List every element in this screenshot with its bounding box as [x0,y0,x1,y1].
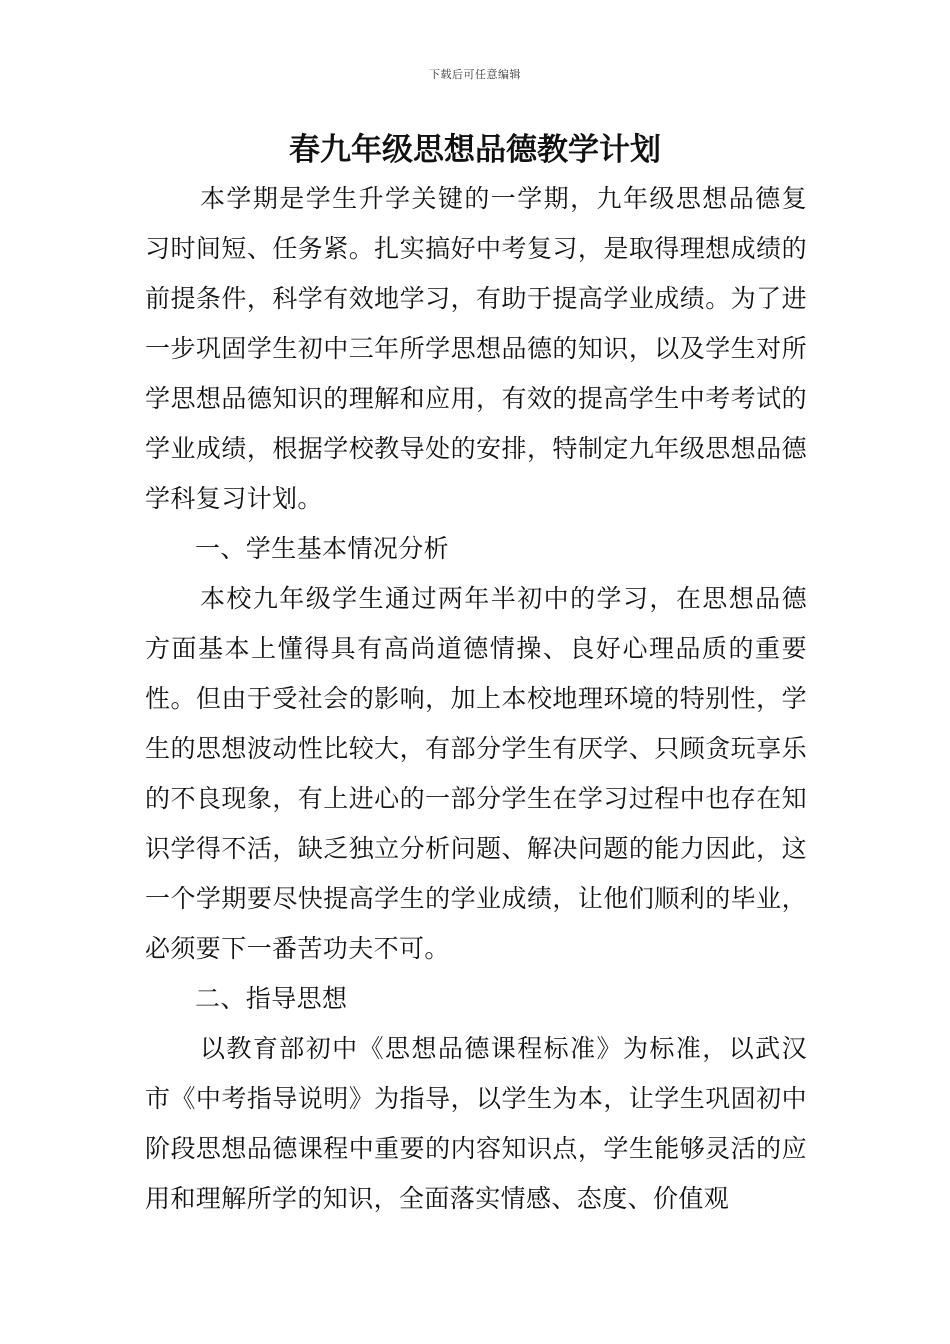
header-note: 下载后可任意编辑 [429,68,521,81]
guiding-ideology-paragraph: 以教育部初中《思想品德课程标准》为标准，以武汉市《中考指导说明》为指导，以学生为本，让学生巩固初中阶段思想品德课程中重要的内容知识点，学生能够灵活的应用和理解所学的知识，全面落实情感、态度、价值观 [145,1034,807,1213]
intro-paragraph: 本学期是学生升学关键的一学期，九年级思想品德复习时间短、任务紧。扎实搞好中考复习，是取得理想成绩的前提条件，科学有效地学习，有助于提高学业成绩。为了进一步巩固学生初中三年所学思想品德的知识，以及学生对所学思想品德知识的理解和应用，有效的提高学生中考考试的学业成绩，根据学校教导处的安排，特制定九年级思想品德学科复习计划。 [145,184,807,513]
section-heading-guiding-ideology: 二、指导思想 [195,984,348,1013]
section-heading-student-analysis: 一、学生基本情况分析 [195,534,450,563]
student-analysis-paragraph: 本校九年级学生通过两年半初中的学习，在思想品德方面基本上懂得具有高尚道德情操、良好心理品质的重要性。但由于受社会的影响，加上本校地理环境的特别性，学生的思想波动性比较大，有部分学生有厌学、只顾贪玩享乐的不良现象，有上进心的一部分学生在学习过程中也存在知识学得不活，缺乏独立分析问题、解决问题的能力因此，这一个学期要尽快提高学生的学业成绩，让他们顺利的毕业，必须要下一番苦功夫不可。 [145,584,807,963]
document-title: 春九年级思想品德教学计划 [289,132,661,168]
document-body [145,174,807,1224]
